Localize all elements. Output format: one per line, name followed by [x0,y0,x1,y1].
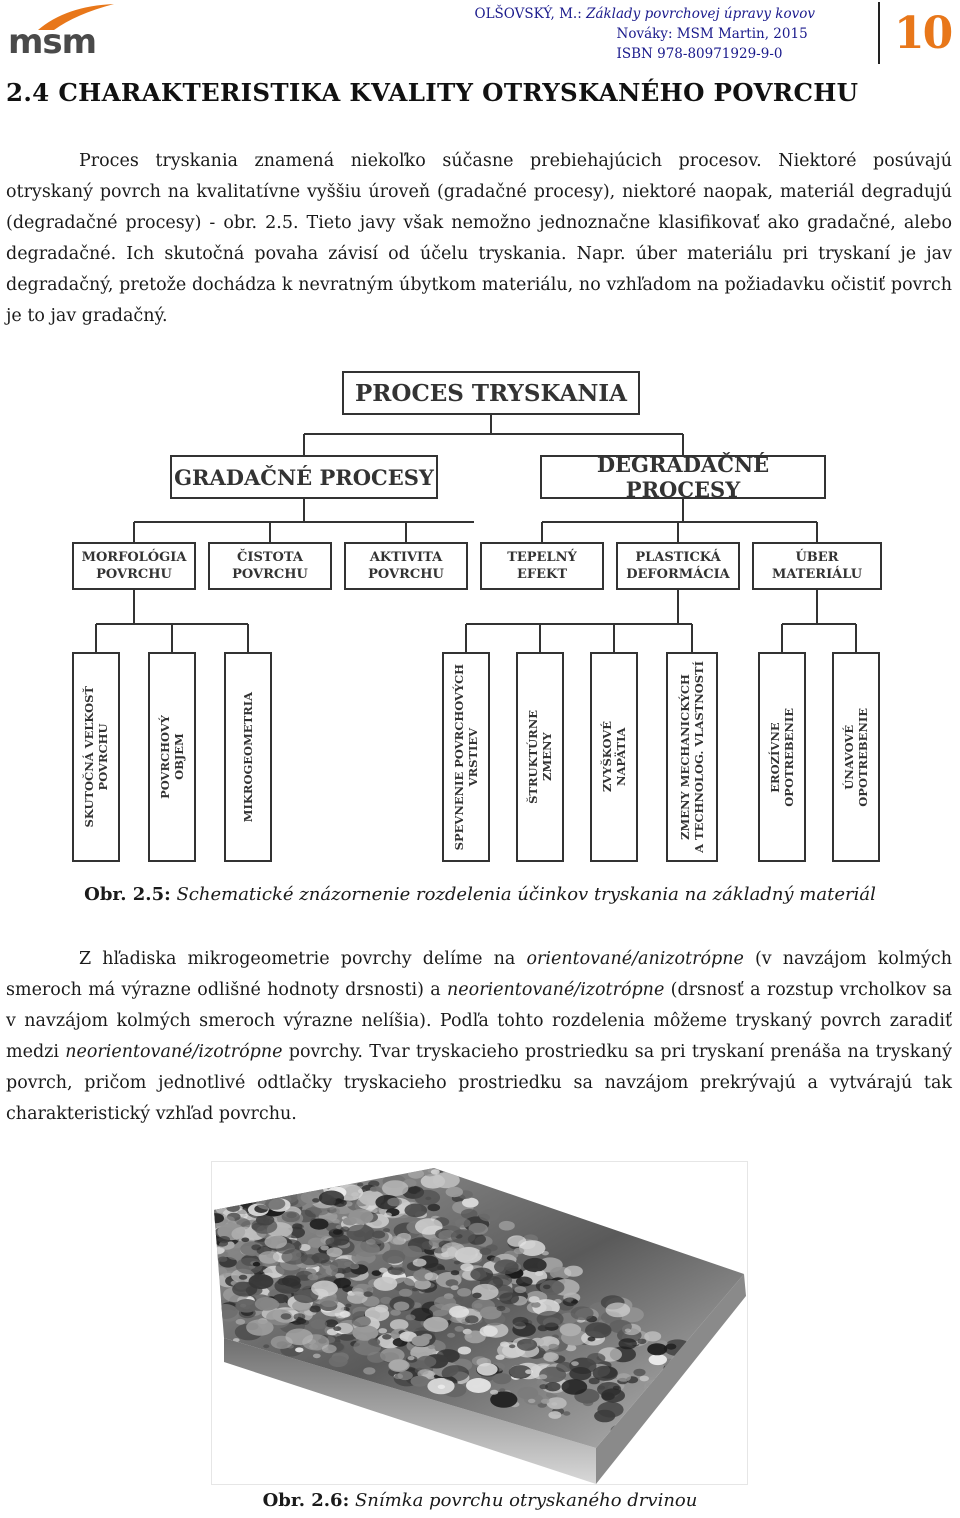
diagram-category: AKTIVITA POVRCHU [344,542,468,590]
surface-texture-blob [717,1414,731,1423]
surface-texture-blob [513,1317,529,1327]
surface-texture-blob [218,1257,227,1262]
surface-texture-blob [354,1230,366,1237]
surface-texture-blob [423,1317,448,1332]
surface-texture-blob [735,1451,748,1462]
surface-texture-blob [517,1339,537,1351]
surface-texture-blob [702,1444,719,1454]
surface-texture-blob [451,1270,460,1275]
surface-texture-blob [249,1274,274,1289]
diagram-leaf: POVRCHOVÝ OBJEM [148,652,196,862]
surface-texture-blob [329,1208,340,1214]
surface-texture-blob [731,1416,748,1433]
surface-texture-blob [265,1198,285,1210]
surface-texture-blob [563,1297,578,1306]
surface-texture-blob [379,1268,388,1273]
surface-texture-blob [545,1382,561,1391]
surface-texture-blob [633,1369,645,1376]
surface-texture-blob [213,1267,227,1275]
diagram-leaf: MIKROGEOMETRIA [224,652,272,862]
diagram-root-box: PROCES TRYSKANIA [342,371,640,415]
paragraph-intro [6,146,952,332]
surface-texture-blob [479,1209,499,1221]
surface-texture-blob [378,1328,387,1333]
surface-texture-blob [708,1441,728,1453]
figure-caption-text: Snímka povrchu otryskaného drvinou [349,1490,698,1511]
surface-texture-blob [466,1334,473,1338]
term-isotropic: neorientované/izotrópne [65,1042,283,1062]
surface-texture-blob [388,1359,409,1372]
surface-texture-blob [585,1322,612,1338]
diagram-category: TEPELNÝ EFEKT [480,542,604,590]
diagram-leaf: ZVYŠKOVÉ NAPÄTIA [590,652,638,862]
surface-texture-blob [743,1400,748,1416]
page-number: 10 [894,8,952,59]
surface-texture-blob [240,1304,246,1308]
surface-texture-blob [216,1248,225,1254]
surface-texture-blob [255,1297,278,1311]
surface-texture-blob [496,1355,505,1360]
surface-texture-blob [447,1333,455,1338]
surface-texture-blob [374,1277,398,1291]
surface-texture-blob [455,1297,463,1302]
surface-texture-blob [319,1264,338,1276]
surface-texture-blob [294,1313,306,1320]
surface-texture-blob [693,1381,721,1398]
surface-texture-blob [703,1398,712,1403]
surface-texture-blob [372,1231,385,1239]
surface-texture-blob [472,1299,495,1313]
surface-texture-blob [535,1271,543,1276]
surface-texture-blob [499,1292,519,1304]
surface-texture-blob [674,1389,693,1400]
surface-texture-blob [497,1306,506,1311]
surface-texture-blob [564,1266,583,1277]
surface-texture-blob [348,1209,373,1224]
surface-texture-blob [719,1440,731,1447]
diagram-category: MORFOLÓGIA POVRCHU [72,542,196,590]
surface-photo [211,1161,748,1485]
surface-texture-blob [425,1272,439,1280]
surface-texture-blob [370,1186,379,1191]
logo-text: msm [8,22,97,62]
header-author-line [475,4,815,24]
surface-texture-blob [357,1183,363,1187]
surface-texture-blob [466,1378,491,1393]
surface-texture-blob [367,1287,373,1291]
surface-texture-blob [263,1269,270,1273]
surface-texture-blob [547,1397,567,1409]
surface-texture-blob [702,1414,719,1424]
surface-texture-blob [560,1323,581,1336]
diagram-category: PLASTICKÁ DEFORMÁCIA [616,542,740,590]
surface-texture-blob [401,1234,410,1239]
surface-texture-blob [329,1356,348,1367]
surface-texture-blob [460,1263,473,1271]
surface-texture-blob [354,1242,380,1257]
surface-texture-blob [281,1313,292,1319]
surface-texture-blob [601,1388,625,1402]
surface-texture-blob [644,1331,661,1341]
diagram-leaf: SKUTOČNÁ VEĽKOSŤ POVRCHU [72,652,120,862]
surface-texture-blob [647,1343,667,1355]
surface-texture-blob [537,1311,564,1327]
section-title: 2.4 CHARAKTERISTIKA KVALITY OTRYSKANÉHO POVRCHU [6,78,859,107]
surface-texture-blob [713,1443,731,1454]
surface-render-image [212,1162,748,1485]
surface-texture-blob [405,1204,428,1218]
diagram-category: ČISTOTA POVRCHU [208,542,332,590]
surface-texture-blob [442,1365,469,1381]
surface-texture-blob [398,1371,413,1380]
surface-texture-blob [414,1190,440,1205]
diagram-leaf: ÚNAVOVÉ OPOTREBENIE [832,652,880,862]
surface-texture-blob [492,1373,511,1384]
surface-texture-blob [417,1356,436,1368]
surface-texture-blob [593,1366,618,1381]
surface-texture-blob [455,1326,465,1332]
surface-texture-blob [664,1430,683,1442]
surface-texture-blob [548,1411,561,1419]
surface-texture-blob [691,1406,712,1418]
diagram-leaf: ŠTRUKTÚRNE ZMENY [516,652,564,862]
surface-texture-blob [246,1323,259,1331]
surface-texture-blob [619,1338,637,1349]
surface-texture-blob [594,1410,615,1423]
surface-texture-blob [311,1281,338,1297]
surface-texture-blob [625,1329,631,1333]
surface-texture-blob [312,1198,319,1202]
surface-texture-blob [617,1373,631,1382]
surface-texture-blob [606,1303,631,1318]
surface-texture-blob [692,1364,703,1371]
surface-texture-blob [235,1299,258,1313]
surface-texture-blob [701,1410,728,1426]
surface-texture-blob [333,1326,341,1331]
diagram-category: ÚBER MATERIÁLU [752,542,882,590]
surface-texture-blob [455,1218,471,1227]
surface-texture-blob [462,1198,479,1208]
header-meta [475,4,815,64]
surface-texture-blob [548,1344,558,1350]
surface-texture-blob [213,1304,238,1319]
surface-texture-blob [698,1417,706,1422]
diagram-leaf: ZMENY MECHANICKÝCH A TECHNOLOG. VLASTNOSTÍ [666,652,718,862]
surface-texture-blob [352,1316,371,1328]
surface-texture-blob [446,1187,463,1197]
surface-texture-blob [387,1198,402,1207]
term-isotropic: neorientované/izotrópne [447,980,665,1000]
surface-texture-blob [265,1235,288,1249]
surface-texture-blob [561,1379,587,1395]
surface-texture-blob [309,1306,321,1313]
surface-texture-blob [499,1221,515,1231]
surface-texture-blob [541,1399,550,1404]
surface-texture-blob [382,1334,391,1340]
surface-texture-blob [734,1390,748,1401]
surface-texture-blob [363,1367,375,1374]
surface-texture-blob [531,1302,541,1308]
surface-texture-blob [571,1306,594,1320]
surface-texture-blob [449,1306,469,1318]
surface-texture-blob [236,1319,246,1325]
surface-texture-blob [441,1242,465,1256]
surface-texture-blob [281,1249,307,1265]
surface-texture-blob [433,1172,460,1188]
surface-texture-blob [745,1415,748,1429]
surface-texture-blob [727,1403,742,1412]
surface-texture-blob [680,1395,687,1399]
surface-texture-blob [516,1277,533,1287]
surface-texture-blob [382,1250,405,1264]
surface-texture-blob [224,1216,235,1223]
publisher-logo [6,2,114,60]
surface-texture-blob [708,1426,718,1432]
surface-texture-blob [730,1389,749,1402]
paragraph-intro-text: Proces tryskania znamená niekoľko súčasne prebiehajúcich procesov. Niektoré posúvajú otryskaný povrch na kvalitatívne vyššiu úroveň (gradačné procesy), niektoré naopak, materiál degradujú (degradačné procesy) - obr. 2.5. Tieto javy však nemožno jednoznačne klasifikovať ako gradačné, alebo degradačné. Ich skutočná povaha závisí od účelu tryskania. Napr. úber materiálu pri tryskaní je jav degradačný, pretože dochádza k nevratným úbytkom materiálu, no vzhľadom na požiadavku očistiť povrch je to jav gradačný. [6,151,952,326]
surface-texture-blob [678,1376,705,1392]
surface-texture-blob [327,1247,343,1257]
diagram-branch-gradacne: GRADAČNÉ PROCESY [170,455,438,499]
surface-texture-blob [681,1431,691,1437]
surface-texture-blob [473,1293,482,1299]
surface-texture-blob [529,1296,540,1303]
surface-texture-blob [587,1353,605,1364]
surface-texture-blob [722,1390,738,1399]
surface-texture-blob [285,1329,313,1346]
header-author: OLŠOVSKÝ, M.: [474,6,582,22]
surface-texture-blob [739,1411,748,1416]
surface-texture-blob [350,1264,357,1268]
surface-texture-blob [698,1397,712,1406]
surface-texture-blob [308,1274,319,1280]
header-isbn: ISBN 978-80971929-9-0 [616,46,783,62]
surface-texture-blob [666,1344,676,1350]
surface-texture-blob [239,1275,247,1280]
surface-texture-blob [451,1285,459,1290]
surface-texture-blob [253,1262,261,1267]
surface-texture-blob [313,1354,321,1359]
surface-texture-blob [259,1251,280,1264]
header-divider [878,2,880,64]
surface-texture-blob [528,1399,535,1403]
figure-caption-2-6 [0,1490,960,1511]
surface-texture-blob [310,1219,329,1230]
surface-texture-blob [500,1342,509,1347]
surface-texture-blob [408,1169,424,1179]
surface-texture-blob [525,1369,533,1374]
surface-texture-blob [227,1251,242,1260]
surface-texture-blob [685,1438,702,1448]
surface-texture-blob [539,1374,547,1379]
surface-texture-blob [322,1344,337,1353]
surface-texture-blob [639,1376,649,1382]
figure-caption-2-5 [0,884,960,905]
surface-texture-blob [390,1319,409,1330]
surface-texture-blob [438,1385,445,1389]
surface-texture-blob [458,1347,471,1355]
surface-texture-blob [282,1211,300,1222]
surface-texture-blob [263,1344,269,1348]
surface-texture-blob [241,1238,249,1243]
surface-texture-blob [666,1416,685,1428]
surface-texture-blob [706,1410,714,1415]
header-publisher: Nováky: MSM Martin, 2015 [616,26,808,42]
surface-texture-blob [544,1352,557,1360]
term-anisotropic: orientované/anizotrópne [526,949,744,969]
surface-texture-blob [588,1337,596,1342]
figure-caption-label: Obr. 2.5: [84,884,171,905]
surface-texture-blob [451,1229,476,1244]
surface-texture-blob [368,1338,380,1345]
surface-texture-blob [382,1180,408,1196]
surface-texture-blob [477,1363,498,1376]
surface-texture-blob [218,1236,230,1243]
surface-texture-blob [325,1237,341,1246]
diagram-leaf: EROZÍVNE OPOTREBENIE [758,652,806,862]
surface-texture-blob [698,1432,706,1437]
surface-texture-blob [465,1315,479,1323]
surface-texture-blob [692,1390,707,1399]
surface-texture-blob [677,1384,684,1388]
diagram-leaf: SPEVNENIE POVRCHOVÝCH VRSTIEV [442,652,490,862]
surface-texture-blob [412,1336,430,1347]
figure-caption-text: Schematické znázornenie rozdelenia účinkov tryskania na základný materiál [170,884,876,905]
surface-texture-blob [480,1326,498,1337]
figure-caption-label: Obr. 2.6: [262,1490,350,1511]
surface-texture-blob [724,1428,748,1442]
surface-texture-blob [399,1289,412,1297]
surface-texture-blob [649,1354,667,1365]
surface-texture-blob [693,1395,702,1400]
surface-texture-blob [655,1422,672,1432]
surface-texture-blob [730,1413,738,1418]
surface-texture-blob [428,1345,435,1349]
surface-texture-blob [364,1291,373,1297]
surface-texture-blob [319,1191,344,1206]
surface-texture-blob [320,1245,329,1250]
surface-texture-blob [457,1288,471,1297]
surface-texture-blob [507,1235,526,1246]
surface-texture-blob [431,1169,440,1174]
surface-texture-blob [686,1387,693,1391]
surface-texture-blob [490,1390,498,1395]
surface-texture-blob [292,1223,302,1229]
surface-texture-blob [346,1304,352,1308]
process-diagram [60,362,900,872]
surface-texture-blob [509,1344,515,1348]
surface-texture-blob [697,1365,705,1370]
surface-texture-blob [390,1309,401,1315]
surface-texture-blob [556,1362,573,1372]
surface-texture-blob [719,1441,744,1456]
surface-texture-blob [729,1453,738,1458]
surface-texture-blob [523,1258,547,1272]
surface-texture-blob [715,1377,724,1383]
surface-texture-blob [413,1259,427,1267]
surface-texture-blob [563,1411,570,1415]
surface-texture-blob [403,1246,422,1258]
surface-texture-blob [226,1204,240,1212]
surface-texture-blob [490,1257,500,1263]
surface-texture-blob [437,1266,444,1270]
surface-texture-blob [480,1248,492,1255]
surface-texture-blob [384,1213,392,1218]
surface-texture-blob [391,1267,405,1275]
surface-texture-blob [408,1356,415,1360]
surface-texture-blob [235,1282,248,1290]
surface-texture-blob [680,1382,708,1399]
surface-texture-blob [320,1296,338,1307]
surface-texture-blob [637,1339,646,1344]
surface-texture-blob [332,1219,340,1224]
surface-texture-blob [310,1319,327,1329]
surface-texture-blob [729,1388,748,1399]
surface-texture-blob [514,1248,525,1254]
surface-texture-blob [499,1388,505,1392]
surface-texture-blob [282,1275,301,1286]
paragraph-microgeometry: Z hľadiska mikrogeometrie povrchy delíme na orientované/anizotrópne (v navzájom kolmých smeroch má výrazne odlišné hodnoty drsnosti) a neorientované/izotrópne (drsnosť a rozstup vrcholkov sa v navzájom kolmých smeroch výrazne nelíšia). Podľa tohto rozdelenia môžeme tryskaný povrch zaradiť medzi neorientované/izotrópne povrchy. Tvar tryskacieho prostriedku sa pri tryskaní prenáša na tryskaný povrch, pričom jednotlivé odtlačky tryskacieho prostriedku sa navzájom prekrývajú a vytvárajú tak charakteristický vzhľad povrchu. [6,949,952,1124]
header-book-title: Základy povrchovej úpravy kovov [586,6,815,22]
surface-texture-blob [295,1347,303,1352]
diagram-branch-degradacne: DEGRADAČNÉ PROCESY [540,455,826,499]
surface-texture-blob [543,1285,551,1290]
surface-texture-blob [411,1376,429,1387]
surface-texture-blob [738,1423,748,1437]
surface-texture-blob [514,1286,526,1293]
surface-texture-blob [406,1314,416,1320]
